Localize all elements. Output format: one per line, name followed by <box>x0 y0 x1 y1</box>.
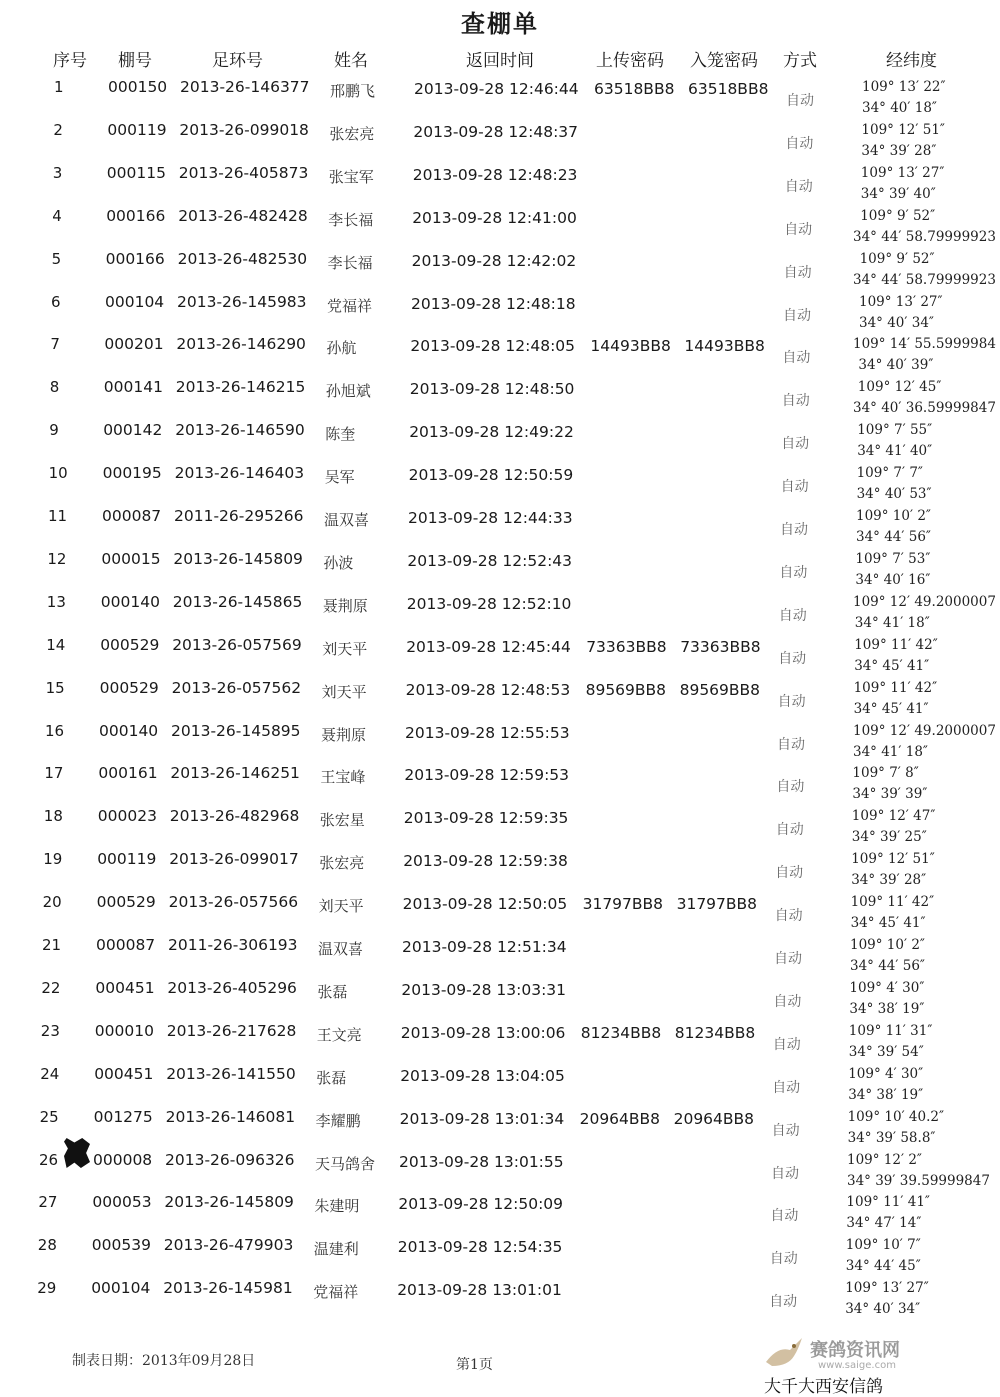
table-row <box>0 378 1000 421</box>
cell-latitude: 34° 39′ 25″ <box>851 829 927 846</box>
cell-seq: 12 <box>47 549 67 568</box>
cell-loft: 000529 <box>100 635 160 654</box>
cell-seq: 14 <box>46 635 66 654</box>
cell-return-time: 2013-09-28 13:01:01 <box>397 1281 562 1300</box>
cell-mode: 自动 <box>775 865 804 882</box>
cell-longitude: 109° 12′ 51″ <box>861 121 945 138</box>
cell-latitude: 34° 38′ 19″ <box>848 1086 924 1103</box>
cell-ring: 2011-26-295266 <box>174 507 304 525</box>
table-row <box>0 293 1000 336</box>
cell-seq: 3 <box>52 163 63 182</box>
cell-latitude: 34° 39′ 58.8″ <box>847 1129 936 1146</box>
cell-return-time: 2013-09-28 12:49:22 <box>409 423 574 442</box>
cell-return-time: 2013-09-28 12:46:44 <box>414 80 579 98</box>
cell-latitude: 34° 40′ 18″ <box>862 100 937 116</box>
cell-mode: 自动 <box>777 693 806 710</box>
cell-latitude: 34° 44′ 58.79999923 <box>853 228 996 245</box>
cell-seq: 20 <box>42 893 62 912</box>
cell-loft: 000087 <box>96 936 156 954</box>
cell-return-time: 2013-09-28 12:48:50 <box>409 380 575 399</box>
cell-ring: 2013-26-145981 <box>163 1279 293 1298</box>
cell-return-time: 2013-09-28 12:48:23 <box>412 165 578 184</box>
cell-name: 李长福 <box>328 210 374 229</box>
header-coords: 经纬度 <box>886 51 937 71</box>
cell-loft: 000104 <box>91 1279 151 1298</box>
cell-longitude: 109° 7′ 55″ <box>857 422 933 439</box>
cell-seq: 27 <box>38 1193 58 1212</box>
cell-seq: 9 <box>49 421 59 440</box>
cell-return-time: 2013-09-28 12:45:44 <box>406 637 571 656</box>
cell-return-time: 2013-09-28 12:48:37 <box>413 122 579 141</box>
cell-return-time: 2013-09-28 13:00:06 <box>400 1023 566 1042</box>
table-row <box>0 1193 1000 1236</box>
cell-mode: 自动 <box>772 1079 801 1096</box>
cell-return-time: 2013-09-28 12:50:59 <box>408 466 574 485</box>
footer-date: 制表日期：2013年09月28日 <box>72 1353 256 1369</box>
cell-upload-pwd: 14493BB8 <box>590 337 671 356</box>
watermark-site: 赛鸽资讯网 <box>810 1340 900 1361</box>
cell-loft: 000539 <box>91 1236 151 1255</box>
cell-seq: 13 <box>46 592 66 611</box>
cell-name: 张磊 <box>317 982 348 1001</box>
cell-cage-pwd: 31797BB8 <box>676 895 758 914</box>
header-ring: 足环号 <box>212 51 263 71</box>
cell-latitude: 34° 40′ 34″ <box>845 1301 921 1318</box>
cell-return-time: 2013-09-28 13:01:55 <box>399 1152 564 1171</box>
cell-longitude: 109° 4′ 30″ <box>848 1065 924 1082</box>
cell-ring: 2013-26-145865 <box>172 592 303 611</box>
cell-latitude: 34° 41′ 40″ <box>857 443 933 460</box>
cell-cage-pwd: 20964BB8 <box>673 1109 755 1128</box>
cell-loft: 000023 <box>97 807 157 826</box>
table-row <box>0 979 1000 1022</box>
cell-mode: 自动 <box>775 822 804 839</box>
watermark-signature: 大千大西安信鸽 <box>764 1377 883 1397</box>
cell-upload-pwd: 31797BB8 <box>582 895 664 914</box>
cell-mode: 自动 <box>770 1208 799 1225</box>
cell-seq: 5 <box>51 249 62 268</box>
cell-mode: 自动 <box>781 436 810 453</box>
header-seq: 序号 <box>53 51 87 71</box>
watermark-url: www.saige.com <box>818 1360 896 1371</box>
cell-mode: 自动 <box>774 951 802 967</box>
cell-return-time: 2013-09-28 12:52:43 <box>407 551 573 570</box>
table-row <box>0 807 1000 850</box>
table-row <box>0 636 1000 679</box>
cell-mode: 自动 <box>774 908 803 925</box>
table-row <box>0 78 1000 121</box>
table-row <box>0 764 1000 807</box>
cell-loft: 000053 <box>92 1193 152 1212</box>
cell-longitude: 109° 10′ 7″ <box>845 1237 921 1254</box>
cell-ring: 2013-26-057562 <box>171 678 302 697</box>
cell-name: 孙航 <box>326 339 357 358</box>
cell-seq: 16 <box>45 721 65 740</box>
table-row <box>0 335 1000 378</box>
cell-ring: 2013-26-099018 <box>179 120 309 139</box>
cell-latitude: 34° 41′ 18″ <box>854 614 930 631</box>
cell-seq: 6 <box>51 292 61 311</box>
cell-loft: 000166 <box>106 206 166 225</box>
table-row <box>0 121 1000 164</box>
cell-seq: 11 <box>48 507 68 525</box>
cell-name: 王宝峰 <box>320 768 366 787</box>
cell-latitude: 34° 40′ 36.59999847 <box>853 400 996 417</box>
table-row <box>0 893 1000 936</box>
cell-latitude: 34° 39′ 40″ <box>860 185 936 202</box>
cell-longitude: 109° 12′ 49.2000007 <box>853 722 996 739</box>
cell-mode: 自动 <box>777 736 805 753</box>
cell-seq: 25 <box>39 1107 59 1126</box>
cell-return-time: 2013-09-28 12:42:02 <box>411 251 577 270</box>
cell-mode: 自动 <box>773 993 802 1010</box>
cell-loft: 000115 <box>106 163 166 182</box>
cell-loft: 000010 <box>94 1021 154 1040</box>
cell-name: 温双喜 <box>324 511 370 529</box>
cell-name: 刘天平 <box>318 897 364 916</box>
cell-loft: 000150 <box>108 78 168 96</box>
cell-name: 党福祥 <box>313 1283 359 1302</box>
cell-latitude: 34° 45′ 41″ <box>853 700 929 717</box>
cell-seq: 28 <box>37 1236 57 1255</box>
cell-ring: 2013-26-482968 <box>169 807 300 826</box>
table-row <box>0 1108 1000 1151</box>
cell-seq: 17 <box>44 764 64 783</box>
watermark <box>758 1332 994 1397</box>
table-row <box>0 1279 1000 1322</box>
cell-mode: 自动 <box>771 1165 799 1182</box>
cell-return-time: 2013-09-28 12:48:18 <box>411 294 576 313</box>
cell-latitude: 34° 44′ 56″ <box>856 529 931 545</box>
cell-upload-pwd: 81234BB8 <box>580 1023 662 1042</box>
table-row <box>0 1065 1000 1108</box>
cell-seq: 1 <box>54 78 64 96</box>
cell-loft: 000104 <box>105 292 165 311</box>
cell-longitude: 109° 11′ 42″ <box>850 894 935 911</box>
cell-longitude: 109° 9′ 52″ <box>859 250 935 267</box>
cell-return-time: 2013-09-28 12:50:05 <box>402 895 568 914</box>
cell-name: 孙旭斌 <box>325 382 371 401</box>
cell-ring: 2013-26-479903 <box>163 1236 294 1255</box>
table-row <box>0 550 1000 593</box>
cell-name: 刘天平 <box>322 639 368 658</box>
header-return-time: 返回时间 <box>466 51 534 71</box>
cell-return-time: 2013-09-28 12:41:00 <box>412 208 577 227</box>
cell-longitude: 109° 12′ 49.2000007 <box>853 593 996 610</box>
table-row <box>0 421 1000 464</box>
cell-ring: 2013-26-057569 <box>172 635 302 654</box>
cell-ring: 2011-26-306193 <box>168 936 298 954</box>
cell-loft: 000141 <box>103 378 163 397</box>
cell-ring: 2013-26-099017 <box>169 850 299 869</box>
cell-loft: 000161 <box>98 764 158 783</box>
cell-ring: 2013-26-146403 <box>174 464 305 483</box>
cell-return-time: 2013-09-28 12:48:53 <box>405 680 571 699</box>
cell-longitude: 109° 12′ 45″ <box>857 379 942 396</box>
cell-ring: 2013-26-146251 <box>170 764 300 783</box>
table-row <box>0 850 1000 893</box>
cell-latitude: 34° 39′ 54″ <box>848 1043 924 1060</box>
cell-seq: 7 <box>50 335 60 354</box>
header-loft: 棚号 <box>118 51 152 71</box>
cell-loft: 000142 <box>103 421 163 440</box>
cell-ring: 2013-26-146081 <box>165 1107 296 1126</box>
cell-return-time: 2013-09-28 13:03:31 <box>401 980 567 999</box>
cell-loft: 000166 <box>105 249 165 268</box>
cell-ring: 2013-26-141550 <box>166 1064 296 1083</box>
cell-loft: 000529 <box>96 893 156 912</box>
cell-seq: 29 <box>37 1279 57 1298</box>
table-row <box>0 1022 1000 1065</box>
cell-latitude: 34° 40′ 53″ <box>856 486 932 503</box>
cell-name: 朱建明 <box>314 1197 360 1216</box>
cell-name: 温建利 <box>313 1240 359 1259</box>
cell-ring: 2013-26-057566 <box>168 893 299 912</box>
cell-longitude: 109° 7′ 53″ <box>855 550 931 567</box>
cell-seq: 21 <box>42 936 62 954</box>
cell-latitude: 34° 40′ 34″ <box>859 314 934 331</box>
cell-latitude: 34° 41′ 18″ <box>853 743 928 760</box>
cell-longitude: 109° 13′ 27″ <box>860 164 945 181</box>
cell-loft: 000201 <box>104 335 164 354</box>
cell-latitude: 34° 45′ 41″ <box>850 915 926 932</box>
ink-blot <box>64 1138 90 1168</box>
header-cage-pwd: 入笼密码 <box>690 51 758 71</box>
cell-return-time: 2013-09-28 12:48:05 <box>410 337 576 356</box>
cell-name: 党福祥 <box>327 296 373 315</box>
table-row <box>0 593 1000 636</box>
cell-ring: 2013-26-482428 <box>178 206 308 225</box>
cell-longitude: 109° 12′ 51″ <box>851 851 935 868</box>
cell-return-time: 2013-09-28 12:52:10 <box>406 594 572 613</box>
cell-seq: 19 <box>43 850 63 869</box>
table-row <box>0 722 1000 765</box>
cell-loft: 000140 <box>99 721 159 740</box>
cell-name: 张宝军 <box>328 167 374 186</box>
cell-latitude: 34° 40′ 39″ <box>858 357 934 374</box>
cell-longitude: 109° 7′ 7″ <box>856 465 923 482</box>
cell-ring: 2013-26-146215 <box>175 378 306 397</box>
table-row <box>0 464 1000 507</box>
cell-ring: 2013-26-096326 <box>165 1150 295 1169</box>
cell-cage-pwd: 73363BB8 <box>680 637 761 656</box>
cell-longitude: 109° 10′ 2″ <box>850 937 925 953</box>
cell-longitude: 109° 12′ 47″ <box>851 808 936 825</box>
cell-loft: 000008 <box>93 1150 153 1169</box>
cell-longitude: 109° 12′ 2″ <box>847 1151 922 1168</box>
cell-upload-pwd: 20964BB8 <box>579 1109 661 1128</box>
cell-name: 张磊 <box>316 1068 347 1087</box>
page-title: 查棚单 <box>461 10 539 38</box>
cell-name: 刘天平 <box>321 682 367 701</box>
cell-cage-pwd: 81234BB8 <box>674 1023 756 1042</box>
cell-upload-pwd: 89569BB8 <box>585 680 667 699</box>
cell-cage-pwd: 14493BB8 <box>684 337 765 356</box>
cell-mode: 自动 <box>780 522 808 538</box>
cell-mode: 自动 <box>785 135 814 152</box>
cell-return-time: 2013-09-28 12:59:53 <box>404 766 570 785</box>
header-name: 姓名 <box>334 51 368 71</box>
cell-longitude: 109° 11′ 42″ <box>853 679 938 696</box>
table-row <box>0 164 1000 207</box>
footer-page: 第1页 <box>456 1357 493 1373</box>
cell-seq: 22 <box>41 978 61 997</box>
table-row <box>0 936 1000 979</box>
cell-name: 天马鸽舍 <box>315 1154 376 1173</box>
cell-mode: 自动 <box>786 93 814 109</box>
cell-return-time: 2013-09-28 13:04:05 <box>400 1066 565 1085</box>
cell-longitude: 109° 7′ 8″ <box>852 765 919 782</box>
cell-name: 陈奎 <box>325 425 356 444</box>
cell-ring: 2013-26-482530 <box>177 249 308 268</box>
cell-longitude: 109° 13′ 27″ <box>845 1280 929 1297</box>
cell-longitude: 109° 11′ 42″ <box>854 636 938 653</box>
cell-mode: 自动 <box>771 1122 800 1139</box>
cell-seq: 18 <box>43 807 63 826</box>
cell-ring: 2013-26-145895 <box>171 721 301 740</box>
cell-loft: 000451 <box>95 978 155 997</box>
cell-name: 孙波 <box>323 553 354 572</box>
cell-return-time: 2013-09-28 12:55:53 <box>405 723 570 742</box>
header-upload-pwd: 上传密码 <box>596 51 664 71</box>
cell-longitude: 109° 14′ 55.5999984 <box>853 336 996 353</box>
cell-seq: 8 <box>49 378 60 397</box>
cell-longitude: 109° 10′ 2″ <box>856 508 931 524</box>
cell-seq: 23 <box>40 1021 60 1040</box>
cell-loft: 000451 <box>94 1064 154 1083</box>
cell-mode: 自动 <box>783 307 811 324</box>
cell-mode: 自动 <box>784 221 813 238</box>
cell-mode: 自动 <box>779 564 808 581</box>
cell-ring: 2013-26-217628 <box>166 1021 297 1040</box>
cell-longitude: 109° 4′ 30″ <box>849 979 925 996</box>
cell-loft: 000087 <box>102 507 162 525</box>
cell-ring: 2013-26-146290 <box>176 335 306 354</box>
cell-loft: 001275 <box>93 1107 153 1126</box>
cell-mode: 自动 <box>783 264 812 281</box>
cell-mode: 自动 <box>781 393 810 410</box>
cell-loft: 000119 <box>97 850 157 869</box>
cell-name: 张宏星 <box>319 811 365 830</box>
cell-mode: 自动 <box>778 650 807 667</box>
cell-ring: 2013-26-145809 <box>173 549 303 568</box>
cell-loft: 000015 <box>101 549 161 568</box>
cell-mode: 自动 <box>784 178 813 195</box>
cell-name: 温双喜 <box>318 940 364 958</box>
header-mode: 方式 <box>783 51 817 71</box>
cell-latitude: 34° 44′ 58.79999923 <box>853 271 996 288</box>
cell-latitude: 34° 45′ 41″ <box>854 657 930 674</box>
cell-seq: 2 <box>53 120 63 139</box>
cell-loft: 000195 <box>102 464 162 483</box>
cell-upload-pwd: 73363BB8 <box>586 637 667 656</box>
cell-name: 邢鹏飞 <box>330 82 376 100</box>
cell-latitude: 34° 44′ 56″ <box>850 958 925 974</box>
cell-ring: 2013-26-146590 <box>175 421 305 440</box>
cell-upload-pwd: 63518BB8 <box>594 80 675 98</box>
cell-loft: 000119 <box>107 120 167 139</box>
cell-name: 王文亮 <box>316 1025 362 1044</box>
cell-loft: 000529 <box>99 678 159 697</box>
cell-loft: 000140 <box>100 592 160 611</box>
cell-latitude: 34° 40′ 16″ <box>855 571 931 588</box>
cell-seq: 15 <box>45 678 65 697</box>
cell-ring: 2013-26-145809 <box>164 1193 294 1212</box>
cell-latitude: 34° 39′ 28″ <box>851 872 927 889</box>
cell-longitude: 109° 10′ 40.2″ <box>847 1108 945 1125</box>
cell-longitude: 109° 13′ 27″ <box>859 293 943 310</box>
cell-latitude: 34° 38′ 19″ <box>849 1000 925 1017</box>
cell-mode: 自动 <box>769 1251 798 1268</box>
pigeon-logo-icon <box>764 1336 804 1370</box>
cell-ring: 2013-26-146377 <box>180 78 310 96</box>
cell-mode: 自动 <box>782 350 811 367</box>
table-row <box>0 1236 1000 1279</box>
cell-return-time: 2013-09-28 12:59:35 <box>403 809 569 828</box>
cell-seq: 10 <box>48 464 68 483</box>
cell-latitude: 34° 47′ 14″ <box>846 1215 922 1232</box>
cell-ring: 2013-26-145983 <box>177 292 307 311</box>
cell-latitude: 34° 39′ 39″ <box>852 786 928 803</box>
cell-return-time: 2013-09-28 13:01:34 <box>399 1109 565 1128</box>
cell-cage-pwd: 89569BB8 <box>679 680 761 699</box>
cell-return-time: 2013-09-28 12:44:33 <box>408 509 573 527</box>
cell-cage-pwd: 63518BB8 <box>688 80 769 98</box>
cell-mode: 自动 <box>780 479 809 496</box>
table-row <box>0 679 1000 722</box>
cell-return-time: 2013-09-28 12:51:34 <box>402 938 567 956</box>
cell-latitude: 34° 39′ 39.59999847 <box>847 1172 990 1189</box>
cell-name: 吴军 <box>324 468 355 487</box>
cell-name: 李耀鹏 <box>315 1111 361 1130</box>
table-row <box>0 207 1000 250</box>
cell-name: 张宏亮 <box>329 124 375 143</box>
cell-ring: 2013-26-405873 <box>178 163 309 182</box>
cell-name: 李长福 <box>327 253 373 272</box>
cell-longitude: 109° 11′ 41″ <box>846 1194 930 1211</box>
cell-mode: 自动 <box>769 1294 798 1311</box>
cell-seq: 4 <box>52 206 62 225</box>
cell-name: 聂荆原 <box>321 725 367 744</box>
cell-longitude: 109° 11′ 31″ <box>848 1022 933 1039</box>
cell-longitude: 109° 9′ 52″ <box>860 207 936 224</box>
cell-longitude: 109° 13′ 22″ <box>862 79 946 95</box>
cell-latitude: 34° 39′ 28″ <box>861 142 937 159</box>
table-row <box>0 507 1000 550</box>
cell-seq: 26 <box>39 1150 59 1169</box>
cell-seq: 24 <box>40 1064 60 1083</box>
cell-latitude: 34° 44′ 45″ <box>845 1258 921 1275</box>
cell-mode: 自动 <box>776 779 805 796</box>
cell-mode: 自动 <box>772 1036 801 1053</box>
cell-mode: 自动 <box>778 607 807 624</box>
table-row <box>0 250 1000 293</box>
cell-return-time: 2013-09-28 12:54:35 <box>397 1238 563 1257</box>
cell-ring: 2013-26-405296 <box>167 978 297 997</box>
cell-return-time: 2013-09-28 12:59:38 <box>403 852 568 871</box>
cell-name: 聂荆原 <box>322 596 368 615</box>
cell-return-time: 2013-09-28 12:50:09 <box>398 1195 564 1214</box>
table-row <box>0 1151 1000 1194</box>
cell-name: 张宏亮 <box>319 854 365 873</box>
